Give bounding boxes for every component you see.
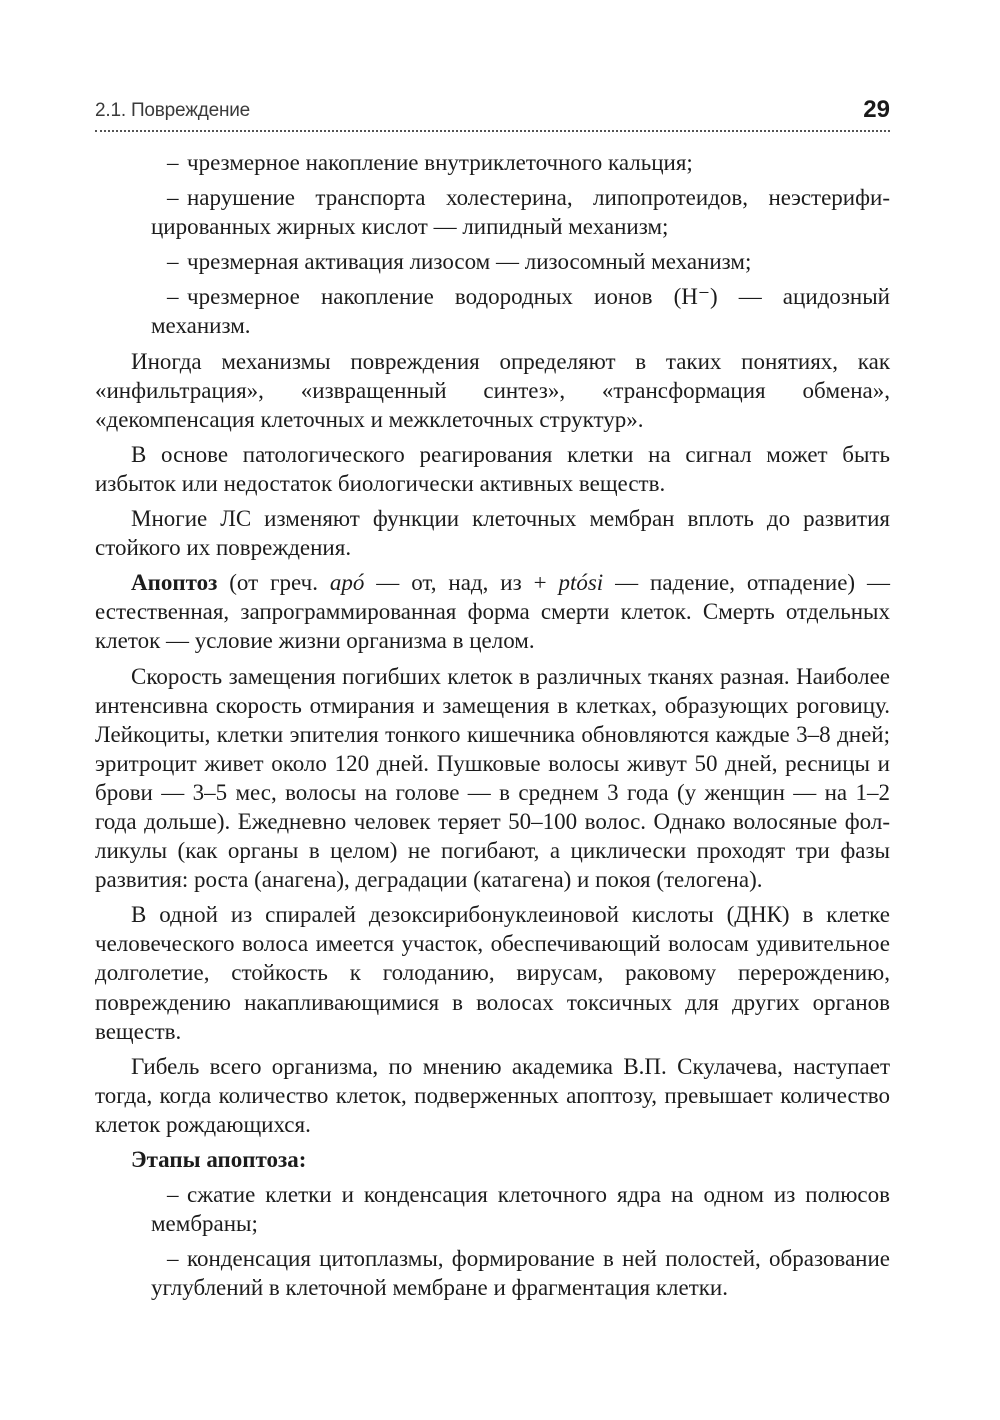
apoptosis-stages-list [95,1180,890,1302]
list-item: – сжатие клетки и конденсация клеточного ядра на одном из полюсов мембраны; [95,1180,890,1238]
greek-term: apó [329,570,365,596]
paragraph: Многие ЛС изменяют функции клеточных мембран вплоть до развития стойкого их повреждения. [95,506,890,561]
text-span: — падение, отпадение) — естественная, запрограммированная форма смерти клеток. Смерть отдельных клеток — условие жизни организма в целом. [95,570,890,654]
list-item: – чрезмерное накопление внутриклеточного кальция; [95,148,890,177]
body-text [95,148,890,1308]
term-apoptosis: Апоптоз [131,570,218,596]
list-item: – чрезмерная активация лизосом — лизосомный механизм; [95,247,890,276]
mechanism-list [95,148,890,341]
list-item: – конденсация цитоплазмы, формирование в ней полостей, образование углублений в клеточной мембране и фрагментация клетки. [95,1244,890,1302]
paragraph: В основе патологического реагирования клетки на сигнал может быть избыток или недостаток биологически активных веществ. [95,441,890,496]
list-item: – нарушение транспорта холестерина, липопротеидов, неэстерифицированных жирных кислот — липидный механизм; [95,183,890,241]
header-dotted-rule [95,130,890,132]
paragraph: Скорость замещения погибших клеток в различных тканях разная. Наиболее интенсивна скорость отмирания и замещения в клетках, образующих роговицу. Лейкоциты, клетки эпителия тонкого кишечника обновляются каждые 3–8 дней; эритроцит живет около 120 дней. Пушковые волосы живут 50 дней, ресницы и брови — 3–5 мес, волосы на голове — в среднем 3 года (у женщин — на 1–2 года дольше). Ежедневно человек теряет 50–100 волос. Однако волосяные фолликулы (как органы в целом) не погибают, а циклически проходят три фазы развития: роста (анагена), деградации (катагена) и покоя (телогена). [95,663,890,893]
apoptosis-definition [95,568,890,655]
list-item: – чрезмерное накопление водородных ионов (H⁻) — ацидозный механизм. [95,282,890,340]
paragraph: В одной из спиралей дезоксирибонуклеиновой кислоты (ДНК) в клетке человеческого волоса имеется участок, обеспечивающий волосам удивительное долголетие, стойкость к голоданию, вирусам, раковому перерождению, повреждению накапливающимися в волосах токсичных для других органов веществ. [95,902,890,1044]
section-heading: Этапы апоптоза: [131,1147,307,1172]
running-head: 2.1. Повреждение [95,100,251,121]
text-span: (от греч. [217,570,330,596]
text-span: — от, над, из + [364,570,559,596]
paragraph: Иногда механизмы повреждения определяют в таких понятиях, как «инфильтрация», «извращенный синтез», «трансформация обмена», «декомпенсация клеточных и межклеточных структур». [95,348,890,432]
greek-term: ptósi [558,570,604,596]
page-number: 29 [863,96,890,123]
page-header [95,96,890,136]
paragraph: Гибель всего организма, по мнению академика В.П. Скулачева, наступает тогда, когда количество клеток, подверженных апоптозу, превышает количество клеток рождающихся. [95,1053,890,1137]
